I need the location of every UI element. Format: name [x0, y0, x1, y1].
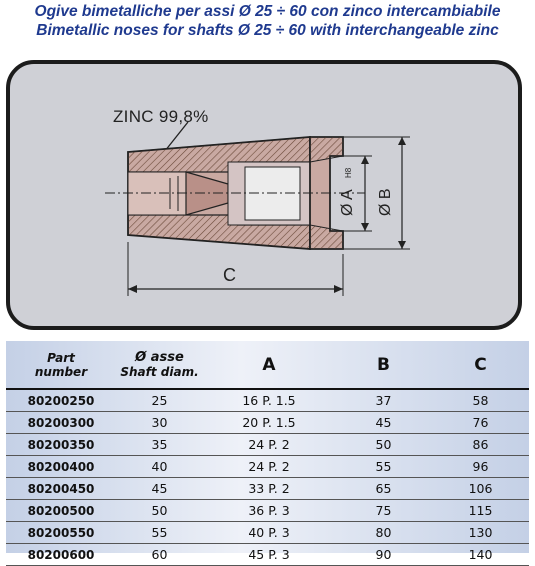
cell-shaft-diameter: 35: [116, 434, 203, 456]
table-row: [6, 456, 529, 478]
cell-b: 80: [335, 522, 432, 544]
header-part-number: [6, 341, 116, 389]
cell-part-number: 80200300: [6, 412, 116, 434]
cell-part-number: 80200550: [6, 522, 116, 544]
header-a: A: [203, 341, 335, 389]
header-part-en: number: [34, 364, 88, 379]
cell-c: 86: [432, 434, 529, 456]
cell-a: 24 P. 2: [203, 434, 335, 456]
cell-c: 140: [432, 544, 529, 566]
table-row: [6, 389, 529, 412]
header-shaft-en: Shaft diam.: [120, 364, 199, 379]
cell-shaft-diameter: 45: [116, 478, 203, 500]
cell-c: 130: [432, 522, 529, 544]
cell-shaft-diameter: 30: [116, 412, 203, 434]
cell-shaft-diameter: 25: [116, 389, 203, 412]
cell-b: 37: [335, 389, 432, 412]
cell-shaft-diameter: 40: [116, 456, 203, 478]
dimensions-table-container: [6, 341, 529, 562]
table-row: [6, 412, 529, 434]
header-shaft-it: Ø asse: [135, 349, 184, 365]
cell-part-number: 80200350: [6, 434, 116, 456]
cell-part-number: 80200400: [6, 456, 116, 478]
header-part-it: Part: [47, 350, 75, 365]
title-block: [0, 2, 535, 40]
table-row: [6, 500, 529, 522]
cell-b: 55: [335, 456, 432, 478]
dim-c-label: C: [223, 265, 236, 285]
cell-a: 33 P. 2: [203, 478, 335, 500]
cell-b: 90: [335, 544, 432, 566]
table-row: [6, 434, 529, 456]
cell-a: 24 P. 2: [203, 456, 335, 478]
title-italian: Ogive bimetalliche per assi Ø 25 ÷ 60 con zinco intercambiabile: [34, 3, 501, 20]
cell-c: 76: [432, 412, 529, 434]
cell-b: 65: [335, 478, 432, 500]
cell-part-number: 80200450: [6, 478, 116, 500]
cell-shaft-diameter: 60: [116, 544, 203, 566]
dim-b-label: Ø B: [377, 188, 394, 216]
cell-b: 75: [335, 500, 432, 522]
cell-a: 40 P. 3: [203, 522, 335, 544]
table-row: [6, 544, 529, 566]
cell-b: 50: [335, 434, 432, 456]
cell-c: 115: [432, 500, 529, 522]
cell-part-number: 80200600: [6, 544, 116, 566]
cell-a: 36 P. 3: [203, 500, 335, 522]
table-header-row: [6, 341, 529, 389]
header-b: B: [335, 341, 432, 389]
dim-a-label: Ø A: [339, 189, 356, 216]
header-c: C: [432, 341, 529, 389]
cell-part-number: 80200500: [6, 500, 116, 522]
cell-a: 45 P. 3: [203, 544, 335, 566]
cell-c: 96: [432, 456, 529, 478]
table-row: [6, 522, 529, 544]
cell-shaft-diameter: 50: [116, 500, 203, 522]
header-shaft-diameter: [116, 341, 203, 389]
cell-part-number: 80200250: [6, 389, 116, 412]
cell-a: 20 P. 1.5: [203, 412, 335, 434]
nose-cross-section-drawing: [10, 64, 518, 326]
zinc-label: ZINC 99,8%: [113, 107, 209, 126]
cell-c: 58: [432, 389, 529, 412]
cell-shaft-diameter: 55: [116, 522, 203, 544]
cell-c: 106: [432, 478, 529, 500]
dim-a-tolerance: H8: [344, 167, 353, 178]
dimensions-table: [6, 341, 529, 566]
title-english: Bimetallic noses for shafts Ø 25 ÷ 60 with interchangeable zinc: [36, 22, 499, 39]
cell-b: 45: [335, 412, 432, 434]
cell-a: 16 P. 1.5: [203, 389, 335, 412]
table-body: [6, 389, 529, 566]
technical-drawing-panel: [6, 60, 522, 330]
table-row: [6, 478, 529, 500]
